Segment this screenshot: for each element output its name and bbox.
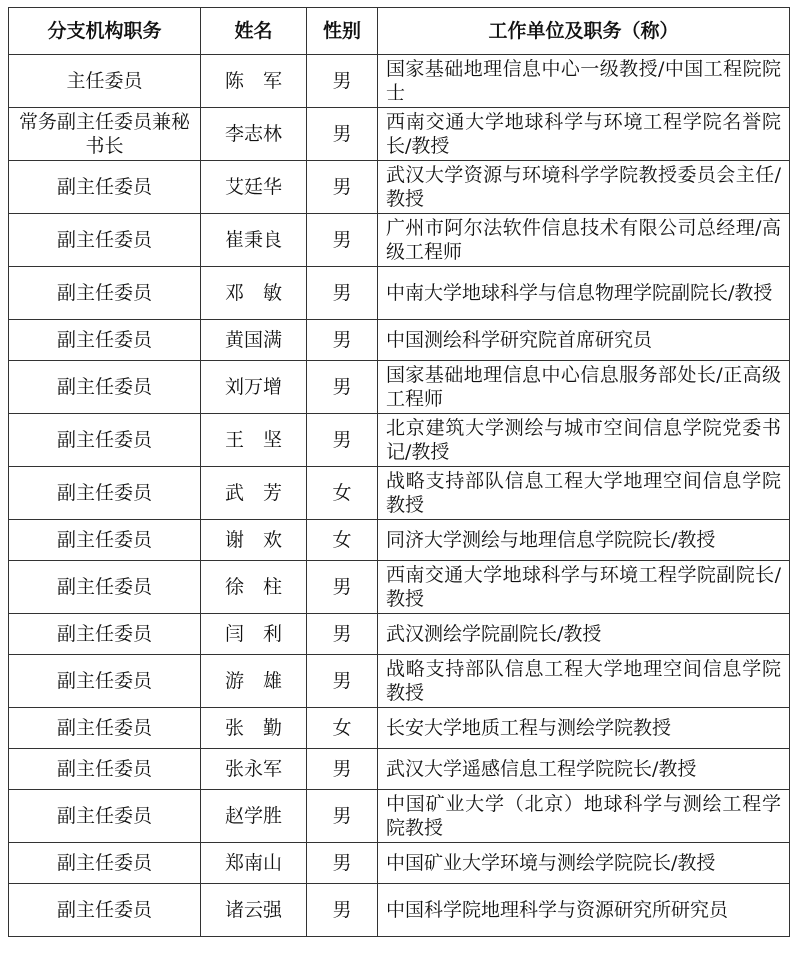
name-cell: 艾廷华 <box>201 161 307 214</box>
role-cell: 副主任委员 <box>9 749 201 790</box>
name-cell: 王 坚 <box>201 414 307 467</box>
unit-cell: 西南交通大学地球科学与环境工程学院副院长/教授 <box>378 561 790 614</box>
role-cell: 常务副主任委员兼秘书长 <box>9 108 201 161</box>
unit-cell: 战略支持部队信息工程大学地理空间信息学院教授 <box>378 655 790 708</box>
table-row <box>9 267 790 320</box>
unit-cell: 中国测绘科学研究院首席研究员 <box>378 320 790 361</box>
role-cell: 副主任委员 <box>9 614 201 655</box>
role-cell: 副主任委员 <box>9 361 201 414</box>
table-row <box>9 467 790 520</box>
table-row <box>9 749 790 790</box>
name-cell: 李志林 <box>201 108 307 161</box>
role-cell: 副主任委员 <box>9 884 201 937</box>
header-unit: 工作单位及职务（称） <box>378 8 790 55</box>
committee-table <box>8 7 790 937</box>
table-row <box>9 708 790 749</box>
unit-cell: 西南交通大学地球科学与环境工程学院名誉院长/教授 <box>378 108 790 161</box>
unit-cell: 中国科学院地理科学与资源研究所研究员 <box>378 884 790 937</box>
gender-cell: 男 <box>307 561 378 614</box>
role-cell: 副主任委员 <box>9 320 201 361</box>
gender-cell: 男 <box>307 108 378 161</box>
gender-cell: 女 <box>307 467 378 520</box>
table-row <box>9 790 790 843</box>
role-cell: 副主任委员 <box>9 561 201 614</box>
unit-cell: 国家基础地理信息中心信息服务部处长/正高级工程师 <box>378 361 790 414</box>
gender-cell: 男 <box>307 414 378 467</box>
table-body <box>9 55 790 937</box>
unit-cell: 中国矿业大学（北京）地球科学与测绘工程学院教授 <box>378 790 790 843</box>
name-cell: 黄国满 <box>201 320 307 361</box>
gender-cell: 男 <box>307 55 378 108</box>
unit-cell: 武汉测绘学院副院长/教授 <box>378 614 790 655</box>
table-row <box>9 108 790 161</box>
name-cell: 闫 利 <box>201 614 307 655</box>
gender-cell: 男 <box>307 320 378 361</box>
unit-cell: 广州市阿尔法软件信息技术有限公司总经理/高级工程师 <box>378 214 790 267</box>
role-cell: 副主任委员 <box>9 520 201 561</box>
role-cell: 副主任委员 <box>9 414 201 467</box>
name-cell: 郑南山 <box>201 843 307 884</box>
committee-table-container <box>8 7 789 937</box>
gender-cell: 男 <box>307 361 378 414</box>
gender-cell: 男 <box>307 790 378 843</box>
gender-cell: 男 <box>307 161 378 214</box>
table-row <box>9 361 790 414</box>
name-cell: 武 芳 <box>201 467 307 520</box>
unit-cell: 国家基础地理信息中心一级教授/中国工程院院士 <box>378 55 790 108</box>
role-cell: 副主任委员 <box>9 161 201 214</box>
name-cell: 崔秉良 <box>201 214 307 267</box>
role-cell: 副主任委员 <box>9 214 201 267</box>
gender-cell: 男 <box>307 884 378 937</box>
table-row <box>9 161 790 214</box>
unit-cell: 北京建筑大学测绘与城市空间信息学院党委书记/教授 <box>378 414 790 467</box>
table-row <box>9 214 790 267</box>
name-cell: 张永军 <box>201 749 307 790</box>
table-row <box>9 614 790 655</box>
gender-cell: 男 <box>307 749 378 790</box>
gender-cell: 男 <box>307 655 378 708</box>
name-cell: 邓 敏 <box>201 267 307 320</box>
unit-cell: 武汉大学资源与环境科学学院教授委员会主任/教授 <box>378 161 790 214</box>
unit-cell: 战略支持部队信息工程大学地理空间信息学院教授 <box>378 467 790 520</box>
gender-cell: 男 <box>307 614 378 655</box>
name-cell: 陈 军 <box>201 55 307 108</box>
name-cell: 张 勤 <box>201 708 307 749</box>
name-cell: 游 雄 <box>201 655 307 708</box>
table-row <box>9 884 790 937</box>
gender-cell: 男 <box>307 214 378 267</box>
role-cell: 副主任委员 <box>9 655 201 708</box>
unit-cell: 同济大学测绘与地理信息学院院长/教授 <box>378 520 790 561</box>
unit-cell: 中国矿业大学环境与测绘学院院长/教授 <box>378 843 790 884</box>
role-cell: 主任委员 <box>9 55 201 108</box>
unit-cell: 武汉大学遥感信息工程学院院长/教授 <box>378 749 790 790</box>
name-cell: 刘万增 <box>201 361 307 414</box>
gender-cell: 男 <box>307 843 378 884</box>
table-row <box>9 520 790 561</box>
role-cell: 副主任委员 <box>9 708 201 749</box>
name-cell: 徐 柱 <box>201 561 307 614</box>
name-cell: 谢 欢 <box>201 520 307 561</box>
gender-cell: 女 <box>307 708 378 749</box>
table-row <box>9 414 790 467</box>
gender-cell: 男 <box>307 267 378 320</box>
role-cell: 副主任委员 <box>9 843 201 884</box>
header-row <box>9 8 790 55</box>
header-role: 分支机构职务 <box>9 8 201 55</box>
unit-cell: 中南大学地球科学与信息物理学院副院长/教授 <box>378 267 790 320</box>
table-row <box>9 655 790 708</box>
role-cell: 副主任委员 <box>9 467 201 520</box>
role-cell: 副主任委员 <box>9 267 201 320</box>
table-row <box>9 55 790 108</box>
table-header <box>9 8 790 55</box>
unit-cell: 长安大学地质工程与测绘学院教授 <box>378 708 790 749</box>
header-name: 姓名 <box>201 8 307 55</box>
name-cell: 诸云强 <box>201 884 307 937</box>
name-cell: 赵学胜 <box>201 790 307 843</box>
table-row <box>9 561 790 614</box>
gender-cell: 女 <box>307 520 378 561</box>
table-row <box>9 843 790 884</box>
table-row <box>9 320 790 361</box>
role-cell: 副主任委员 <box>9 790 201 843</box>
header-gender: 性别 <box>307 8 378 55</box>
